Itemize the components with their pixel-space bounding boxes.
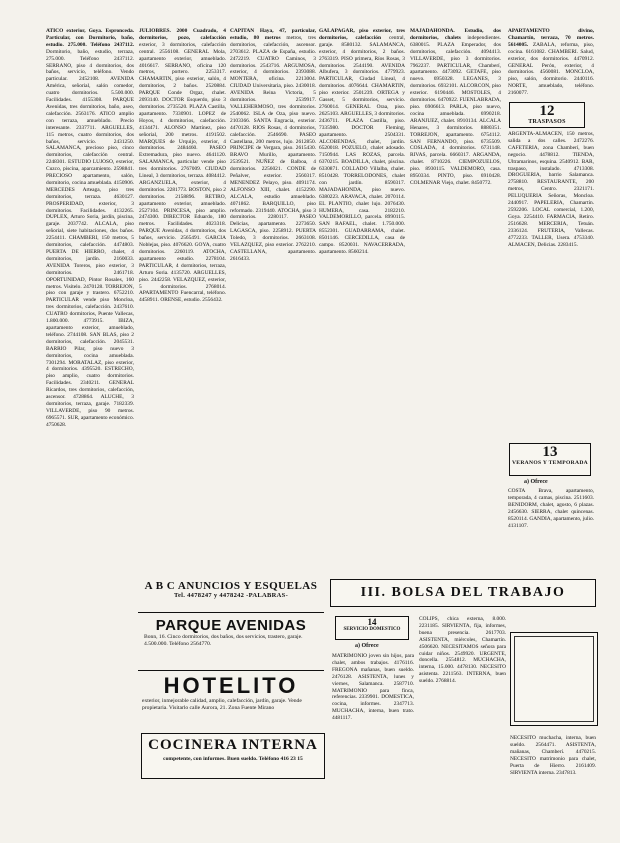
hotelito-text: exterior, inmejorable calidad, amplio, calefacción, jardín, garaje. Vende propietaria. Visitarlo calle Aurora, 21. Zona Fuente Mirano bbox=[142, 698, 302, 711]
servicio-domestico-label: SERVICIO DOMESTICO bbox=[343, 627, 401, 632]
servicio-domestico-header bbox=[335, 616, 409, 640]
column-1-text: Dormitorio, baño, estudio, terraza, 275.000. Teléfono 2437112. SERRANO, piso 4 dormitorios, dos baños, servicio, teléfono. Vendo particular. 2452108. AVENIDA América, señorial, salón comedor, cuatro dormitorios. 5.500.000. Facilidades. 4155308. PARQUE Avenidas, tres dormitorios, baño, aseo, calefacción. 2563176. ATICO amplio con terraza, amueblado. Precio interesante. 2337711. ARGUELLES, 115 metros, cuatro dormitorios, dos baños, servicio. 2431250. SALAMANCA, precioso piso, cinco dormitorios, calefacción central. 2248301. ESTUDIO LUJOSO, exterior, Cuzco, piscina, aparcamiento. 2598841. PRECIOSO apartamento, salón, dormitorio, cocina amueblada. 4150906. MERCEDES Arteaga, piso tres dormitorios, terraza. 4630127. PROSPERIDAD, exterior, 3 dormitorios. Facilidades. 4132265. DUPLEX, Arturo Soria, jardín, piscina, garaje. 2037742. ALCALA, piso señorial, siete habitaciones, dos baños. 2254411. CHAMBERI, 150 metros, 5 dormitorios, calefacción. 4474803. PUERTA DE HIERRO, chalet, 4 dormitorios, jardín. 2160033. AVENIDA Toreros, piso exterior, 3 dormitorios. 2461718. OPORTUNIDAD, Pintor Rosales, 160 metros. Visítelo. 2470128. TORREJON, piso con garaje y trastero. 6752210. PARTICULAR vende piso Moncloa, tres dormitorios, calefacción. 2437610. CUATRO dormitorios, Puente Vallecas, 1.800.000. 4773915. IBIZA, apartamento exterior, amueblado, teléfono. 2744108. SAN BLAS, piso 2 dormitorios, calefacción. 2045531. BARRIO Pilar, piso nuevo 3 dormitorios, cocina amueblada. 7301294. MORATALAZ, piso exterior, 4 dormitorios. 4395520. ESTRECHO, piso amplio, cuatro dormitorios. Facilidades. 2340211. GENERAL Ricardos, tres dormitorios, calefacción, ascensor. 4728864. ALUCHE, 3 dormitorios, terraza, garaje. 7182339. VILLAVERDE, piso 90 metros. 6965571. SUR, apartamento económico. 4750628. bbox=[46, 48, 134, 428]
traspasos-label: TRASPASOS bbox=[528, 119, 566, 125]
column-6-text: ZABALA, reforma, piso, cocina. 6161082. CHAMBERI. Salud, exterior, dos dormitorios. 4470912. GENERAL Perón, exterior, 4 dormitorios. 4560081. MONCLOA, piso, salón, dormitorio. 2440116. NORTE, amueblado, teléfono. 2160077. bbox=[508, 41, 594, 97]
servicio-text-b: COLIPS, chica externa, 8.000. 2231185. SIRVIENTA, fija, informes, buena presencia. 2617703. ASISTENTA, miércoles, Chamartín. 4506620. NECESITAMOS señora para cuidar niños. 2549920. URGENTE, doncella. 2554812. MUCHACHA, interna, 15.000. 4478130. NECESITO asistenta. 2211563. INTERNA, buen sueldo. 2768814. bbox=[419, 616, 506, 685]
classified-column-2 bbox=[139, 28, 226, 596]
column-1-lead: ATICO exterior, Goya. Espronceda. Particular, con Dormitorio, baño, estudio. 275.000. Teléfono 2437112. bbox=[46, 28, 134, 48]
column-5-lead: MAJADAHONDA. Estudio, dos dormitorios, chalets bbox=[410, 28, 501, 41]
traspasos-listings bbox=[508, 131, 594, 437]
traspasos-number: 12 bbox=[539, 103, 555, 119]
veranos-listings bbox=[508, 488, 594, 570]
column-6-lead: APARTAMENTO divino, Chamartín, terraza, 70 metros. 5614005. bbox=[508, 28, 594, 48]
servicio-domestico-column-b bbox=[419, 616, 506, 788]
column-2-lead: JULIOBRES. 2000 Cuadrado, 4 dormitorios, pozo, calefacción bbox=[139, 28, 226, 41]
column-5-text: independientes. 6380015. PLAZA Emperador, dos dormitorios, calefacción. 4094413. VILLAVERDE, piso 3 dormitorios. 7962237. PARTICULAR, Chamberí, apartamento. 4473092. GETAFE, piso nuevo. 6950328. LEGANES, 3 dormitorios. 6932101. ALCORCON, piso exterior. 6190446. MOSTOLES, 4 dormitorios. 6470922. FUENLABRADA, piso. 6906613. PARLA, piso nuevo, cocina amueblada. 6990218. ARANJUEZ, chalet. 8910134. ALCALA Henares, 3 dormitorios. 8880351. TORREJON, apartamento. 6754112. SAN FERNANDO, piso. 6735509. COSLADA, 4 dormitorios. 6731148. RIVAS, parcela. 6660317. ARGANDA, chalet. 8710226. CIEMPOZUELOS, piso. 8930115. VALDEMORO, casa. 8950334. PINTO, piso. 6910428. COLMENAR Viejo, chalet. 8450772. bbox=[410, 34, 501, 186]
parque-avenidas-ad bbox=[138, 617, 324, 665]
abc-anuncios-phones: Tel. 4478247 y 4478242 -PALABRAS- bbox=[173, 592, 289, 599]
parque-avenidas-title: PARQUE AVENIDAS bbox=[155, 617, 307, 634]
divider bbox=[138, 670, 324, 671]
bolsa-trabajo-header bbox=[330, 579, 596, 607]
abc-anuncios-title: A B C ANUNCIOS Y ESQUELAS bbox=[144, 580, 318, 592]
servicio-text-c: NECESITO muchacha, interna, buen sueldo. 2564471. ASISTENTA, mañanas, Chamberí. 4470215. NECESITO matrimonio para chalet, Puerta de Hierro. 2161409. SIRVIENTA interna. 2347813. bbox=[510, 735, 596, 776]
veranos-text: COSTA Brava, apartamento, temporada, 4 camas, piscina. 2511603. BENIDORM, chalet, agosto, 6 plazas. 2456630. SIERRA, chalet quincenas. 8520114. GANDIA, apartamento, julio. 4131107. bbox=[508, 488, 594, 529]
classified-column-6 bbox=[508, 28, 594, 98]
veranos-label: VERANOS Y TEMPORADA bbox=[511, 460, 589, 466]
cocinera-title: COCINERA INTERNA bbox=[148, 737, 318, 753]
notice-frame bbox=[510, 632, 598, 726]
veranos-subhead: a) Ofrece bbox=[524, 479, 548, 485]
servicio-domestico-number: 14 bbox=[367, 617, 377, 627]
cocinera-text: competente, con informes. Buen sueldo. Teléfono 416 23 15 bbox=[163, 756, 303, 762]
column-4-lead: GALAPAGAR, piso exterior, tres dormitorios, calefacción bbox=[319, 28, 405, 41]
traspasos-section-header bbox=[509, 102, 585, 128]
column-3-text: metros, tres dormitorios, calefacción, ascensor. 2703612. PLAZA de España, estudio. 2472219. CUATRO Caminos, 3 dormitorios. 2543716. ARGUMOSA, exterior, 4 dormitorios. 2393088. MONTERA, oficina. 2213004. CIUDAD Universitaria, piso. 2430018. AVENIDA Reina Victoria, 5 dormitorios. 2539917. VALLEHERMOSO, tres dormitorios. 2540062. ISLA de Oza, piso nuevo. 2103366. SANTA Engracia, exterior. 4470128. RIOS Rosas, 4 dormitorios, calefacción. 2546690. PASEO Castellana, 200 metros, lujo. 2612850. PRINCIPE de Vergara, piso. 2615430. BRAVO Murillo, apartamento. 2539521. NUÑEZ de Balboa, 4 dormitorios. 2256021. CONDE de Peñalver, exterior. 2560317. MENENDEZ Pelayo, piso. 4091174. ALFONSO XIII, chalet. 4152290. ALCALA, estudio amueblado. 4071862. BARQUILLO, piso reformado. 2319440. ATOCHA, piso 3 dormitorios. 2280117. PASEO Delicias, apartamento. 2273650. LAGASCA, piso. 2258912. PUERTA Toledo, 3 dormitorios. 2663108. VELAZQUEZ, piso exterior. 2762210. CASTELLANA, apartamento. 2616433. bbox=[230, 34, 316, 262]
column-4-text: central, garaje. 8580132. SALAMANCA, exterior, 4 dormitorios, 2 baños. 2763319. PISO primera, Ríos Rosas, 3 dormitorios. 2544190. AVENIDA Albufera, 3 dormitorios. 4779923. PARTICULAR, Ciudad Lineal, 4 dormitorios. 4076644. CHAMARTIN, piso exterior. 2501239. ORTEGA y Gasset, 5 dormitorios, servicio. 2760014. GENERAL Oraa, piso. 2625103. ARGUELLES, 3 dormitorios. 2436711. PLAZA Castilla, piso. 7335980. DOCTOR Fleming, apartamento. 2504331. ALCOBENDAS, chalet, jardín. 6520018. POZUELO, chalet adosado. 7150944. LAS ROZAS, parcela. 6370215. BOADILLA, chalet, piscina. 6330871. COLLADO Villalba, chalet. 8510428. TORRELODONES, chalet con jardín. 8590317. MAJADAHONDA, piso nuevo. 6380223. ARAVACA, chalet. 2070114. EL PLANTIO, chalet lujo. 2076430. HUMERA, casa. 2182210. VALDEMORILLO, parcela. 8990115. SAN RAFAEL, chalet. 1.750.000. 8552301. GUADARRAMA, chalet. 8501146. CERCEDILLA, casa de campo. 8520031. NAVACERRADA, apartamento. 8560214. bbox=[319, 34, 405, 255]
traspasos-text: ARGENTA-ALMACEN, 150 metros, salida a dos calles. 2472276. CAFETERIA, zona Chamberí, buen negocio. 4478812. TIENDA, Ultramarinos, esquina. 2540912. BAR, traspaso, instalado. 4713308. DROGUERIA, barrio Salamanca. 2758810. RESTAURANTE, 200 metros, Centro. 2321171. PELUQUERIA Señoras, Moncloa. 2440917. PAPELERIA, Chamartín. 2592206. LOCAL comercial, 1.200, Goya. 2254410. FARMACIA, Retiro. 2516628. MERCERIA, Tetuán. 2336124. FRUTERIA, Vallecas. 4772233. TALLER, Usera. 4753340. ALMACEN, Delicias. 2283415. bbox=[508, 131, 594, 248]
classified-column-5 bbox=[410, 28, 501, 598]
servicio-domestico-subhead: a) Ofrece bbox=[355, 643, 379, 649]
column-2-text: exterior, 3 dormitorios, calefacción central. 2556108. GENERAL Mola, apartamento exterior, amueblado. 4016617. SERRANO, oficina 120 metros, portero. 2253317. CHAMARTIN, piso exterior, salón, 4 dormitorios, 2 baños. 2520884. PARQUE Conde Orgaz, chalet. 2093140. DOCTOR Esquerdo, piso 3 dormitorios. 2735520. PLAZA Castilla, apartamento. 7330901. LOPEZ de Hoyos, 4 dormitorios, calefacción. 4134471. ALONSO Martínez, piso señorial, 200 metros. 4191502. MARQUES de Urquijo, exterior, 4 dormitorios. 2484460. PASEO Extremadura, piso nuevo. 4641120. SALAMANCA, particular vende piso tres dormitorios. 2767009. CIUDAD Lineal, 3 dormitorios, terraza. 4084412. ARGANZUELA, exterior, 4 dormitorios. 2281773. BOSTON, piso 2 dormitorios. 2158896. RETIRO, apartamento exterior, amueblado. 2527104. PRINCESA, piso amplio. 2474300. DIRECTOR Eduardo, 180 metros. Facilidades. 4023318. PARQUE Avenidas, 4 dormitorios, dos baños, servicio. 2565491. GARCIA Noblejas, piso. 4076620. GOYA, cuatro dormitorios. 2260119. ATOCHA, apartamento estudio. 2278104. PARTICULAR, 4 dormitorios, terraza, Arturo Soria. 4135720. ARGUELLES, piso. 2442258. VELAZQUEZ, exterior, 5 dormitorios. 2768014. APARTAMENTO Fuencarral, teléfono. 4458911. ORENSE, estudio. 2556432. bbox=[139, 41, 226, 304]
hotelito-ad bbox=[138, 674, 324, 724]
veranos-number: 13 bbox=[542, 444, 558, 460]
classified-column-1 bbox=[46, 28, 134, 810]
bolsa-trabajo-title: III. BOLSA DEL TRABAJO bbox=[360, 585, 566, 600]
abc-anuncios-ad bbox=[138, 580, 324, 608]
column-3-lead: CAPITAN Haya, 47, particular, estudio, 80 metros bbox=[230, 28, 316, 41]
servicio-text-a: MATRIMONIO joven sin hijos, para chalet, ambos trabajos. 4176116. FREGONA mañanas, buen sueldo. 2476128. ASISTENTA, lunes y viernes, Salamanca. 2587710. MATRIMONIO para finca, referencias. 2339901. DOMESTICA, cocina, informes. 2347713. MUCHACHA, interna, buen trato. 4481117. bbox=[332, 653, 414, 722]
hotelito-title: HOTELITO bbox=[163, 673, 299, 698]
parque-avenidas-text: Bonn, 16. Cinco dormitorios, dos baños, dos servicios, trastero, garaje. 4.500.000. Teléfono 2564770. bbox=[144, 634, 303, 647]
classified-column-3 bbox=[230, 28, 316, 596]
cocinera-interna-ad bbox=[141, 733, 325, 779]
servicio-domestico-column-c bbox=[510, 735, 596, 795]
veranos-section-header bbox=[509, 443, 591, 476]
classified-column-4 bbox=[319, 28, 405, 598]
divider bbox=[138, 612, 324, 613]
servicio-domestico-column-a bbox=[332, 653, 414, 788]
